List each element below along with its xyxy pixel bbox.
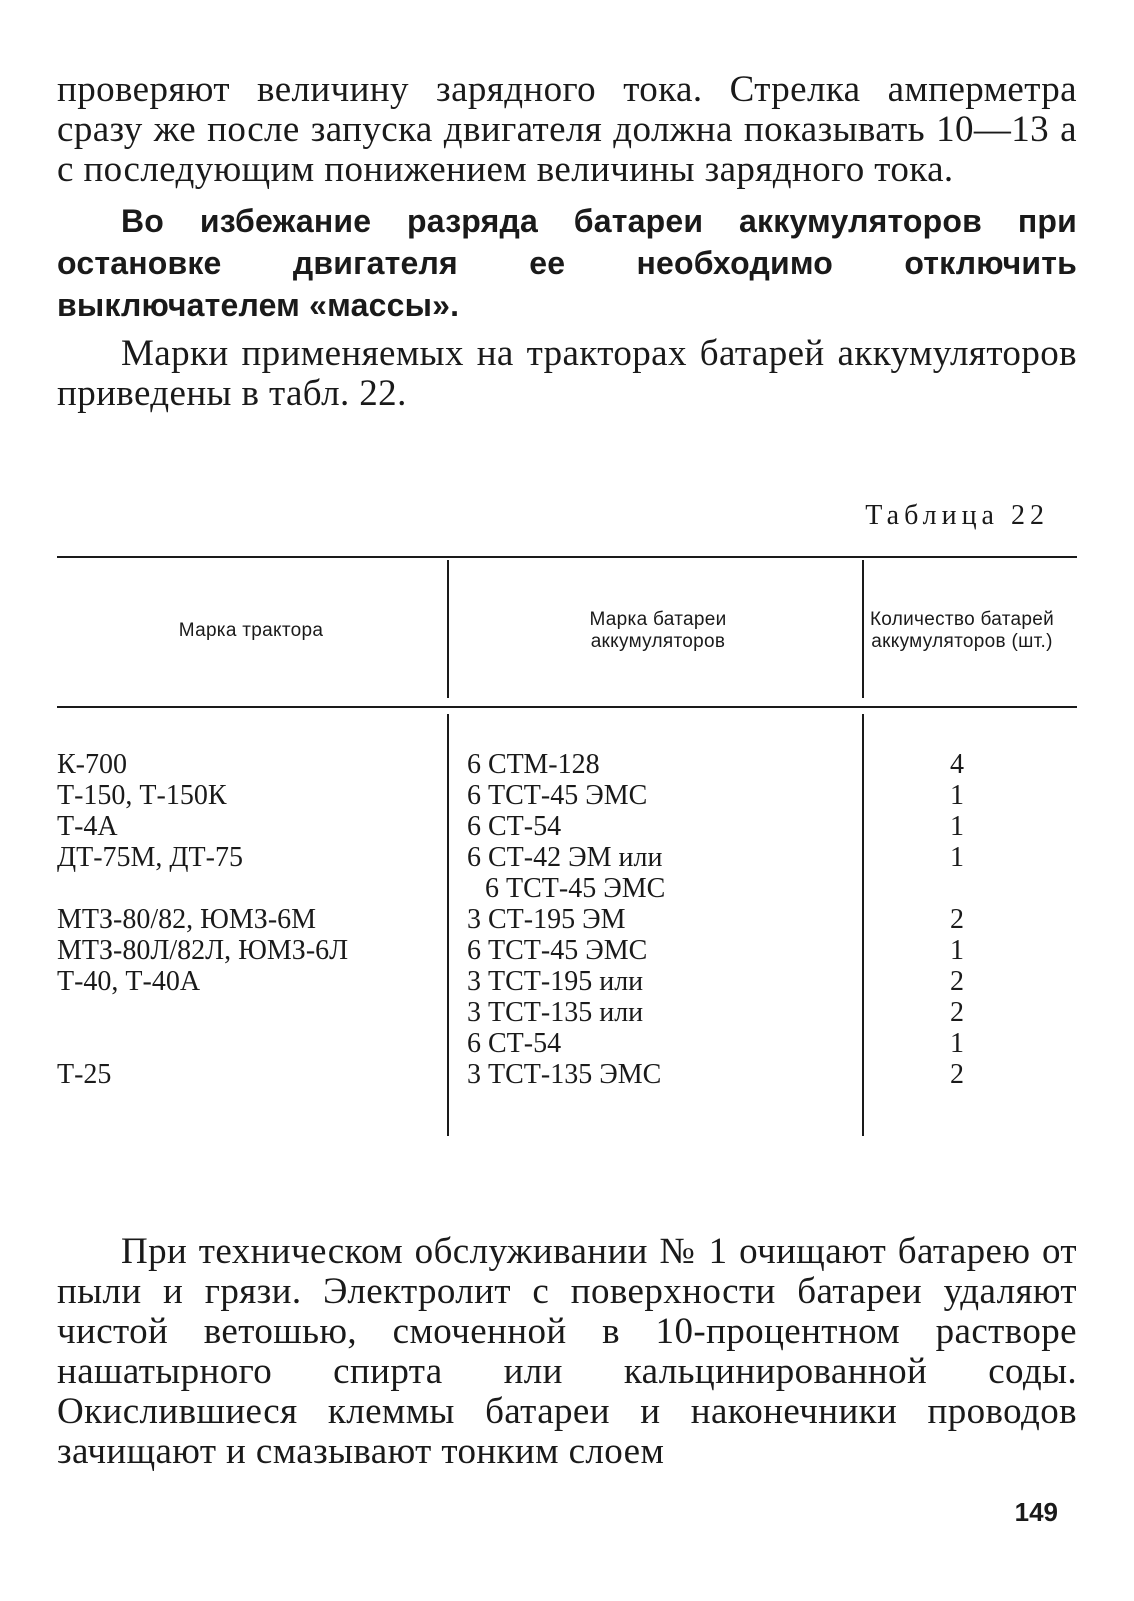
table-row-count: 2: [950, 1059, 964, 1090]
table-row-battery: 6 ТСТ-45 ЭМС: [467, 780, 648, 811]
paragraph-charging-current: проверяют величину зарядного тока. Стрелка амперметра сразу же после запуска двигателя должна показывать 10—13 а с последующим понижением величины зарядного тока.: [57, 69, 1077, 190]
header-divider-2: [862, 560, 864, 698]
column-count: [917, 749, 997, 1090]
table-row-battery: 6 ТСТ-45 ЭМС: [485, 873, 666, 904]
table-row-count: 1: [950, 1028, 964, 1059]
header-battery: Марка батареи аккумуляторов: [589, 609, 727, 652]
table-row-count: 2: [950, 904, 964, 935]
header-count: Количество батарей аккумуляторов (шт.): [869, 609, 1055, 652]
paragraph-table-reference: Марки применяемых на тракторах батарей аккумуляторов приведены в табл. 22.: [57, 333, 1077, 414]
body-divider-2: [862, 714, 864, 1136]
header-divider-1: [447, 560, 449, 698]
battery-table: [57, 556, 1077, 1206]
table-row-count: 2: [950, 997, 964, 1028]
table-row-count: 1: [950, 811, 964, 842]
table-row-tractor: [57, 997, 348, 1028]
table-row-tractor: Т-4А: [57, 811, 118, 842]
table-row-count: 4: [950, 749, 964, 780]
column-battery: [467, 749, 665, 1090]
table-row-count: [917, 873, 997, 904]
table-row-battery: 3 СТ-195 ЭМ: [467, 904, 626, 935]
table-row-tractor: МТЗ-80Л/82Л, ЮМЗ-6Л: [57, 935, 349, 966]
table-row-tractor: МТЗ-80/82, ЮМЗ-6М: [57, 904, 317, 935]
table-row-battery: 6 СТ-54: [467, 811, 562, 842]
table-row-tractor: [57, 1028, 348, 1059]
page-body: [57, 69, 1077, 1472]
table-row-battery: 6 СТ-54: [467, 1028, 562, 1059]
table-header-rule: [57, 706, 1077, 708]
table-row-battery: 3 ТСТ-195 или: [467, 966, 644, 997]
table-row-count: 1: [950, 780, 964, 811]
paragraph-maintenance: При техническом обслуживании № 1 очищают батарею от пыли и грязи. Электролит с поверхности батареи удаляют чистой ветошью, смоченной в 10-процентном растворе нашатырного спирта или кальцинированной соды. Окислившиеся клеммы батареи и наконечники проводов зачищают и смазывают тонким слоем: [57, 1231, 1077, 1472]
page-number: 149: [1014, 1497, 1058, 1527]
header-tractor: Марка трактора: [178, 620, 324, 641]
table-row-battery: 6 ТСТ-45 ЭМС: [467, 935, 648, 966]
table-top-rule: [57, 556, 1077, 558]
table-row-tractor: Т-25: [57, 1059, 112, 1090]
table-row-tractor: Т-150, Т-150К: [57, 780, 227, 811]
column-tractor: [57, 749, 348, 1090]
table-row-tractor: ДТ-75М, ДТ-75: [57, 842, 243, 873]
table-row-tractor: [57, 873, 348, 904]
table-row-battery: 3 ТСТ-135 ЭМС: [467, 1059, 662, 1090]
table-row-count: 2: [950, 966, 964, 997]
table-row-battery: 3 ТСТ-135 или: [467, 997, 644, 1028]
table-row-battery: 6 СТМ-128: [467, 749, 600, 780]
table-caption: Таблица 22: [865, 500, 1049, 531]
table-row-battery: 6 СТ-42 ЭМ или: [467, 842, 663, 873]
table-row-tractor: К-700: [57, 749, 127, 780]
table-row-count: 1: [950, 842, 964, 873]
body-divider-1: [447, 714, 449, 1136]
table-row-tractor: Т-40, Т-40А: [57, 966, 201, 997]
paragraph-warning-bold: Во избежание разряда батареи аккумуляторов при остановке двигателя ее необходимо отключить выключателем «массы».: [57, 203, 1077, 323]
table-row-count: 1: [950, 935, 964, 966]
